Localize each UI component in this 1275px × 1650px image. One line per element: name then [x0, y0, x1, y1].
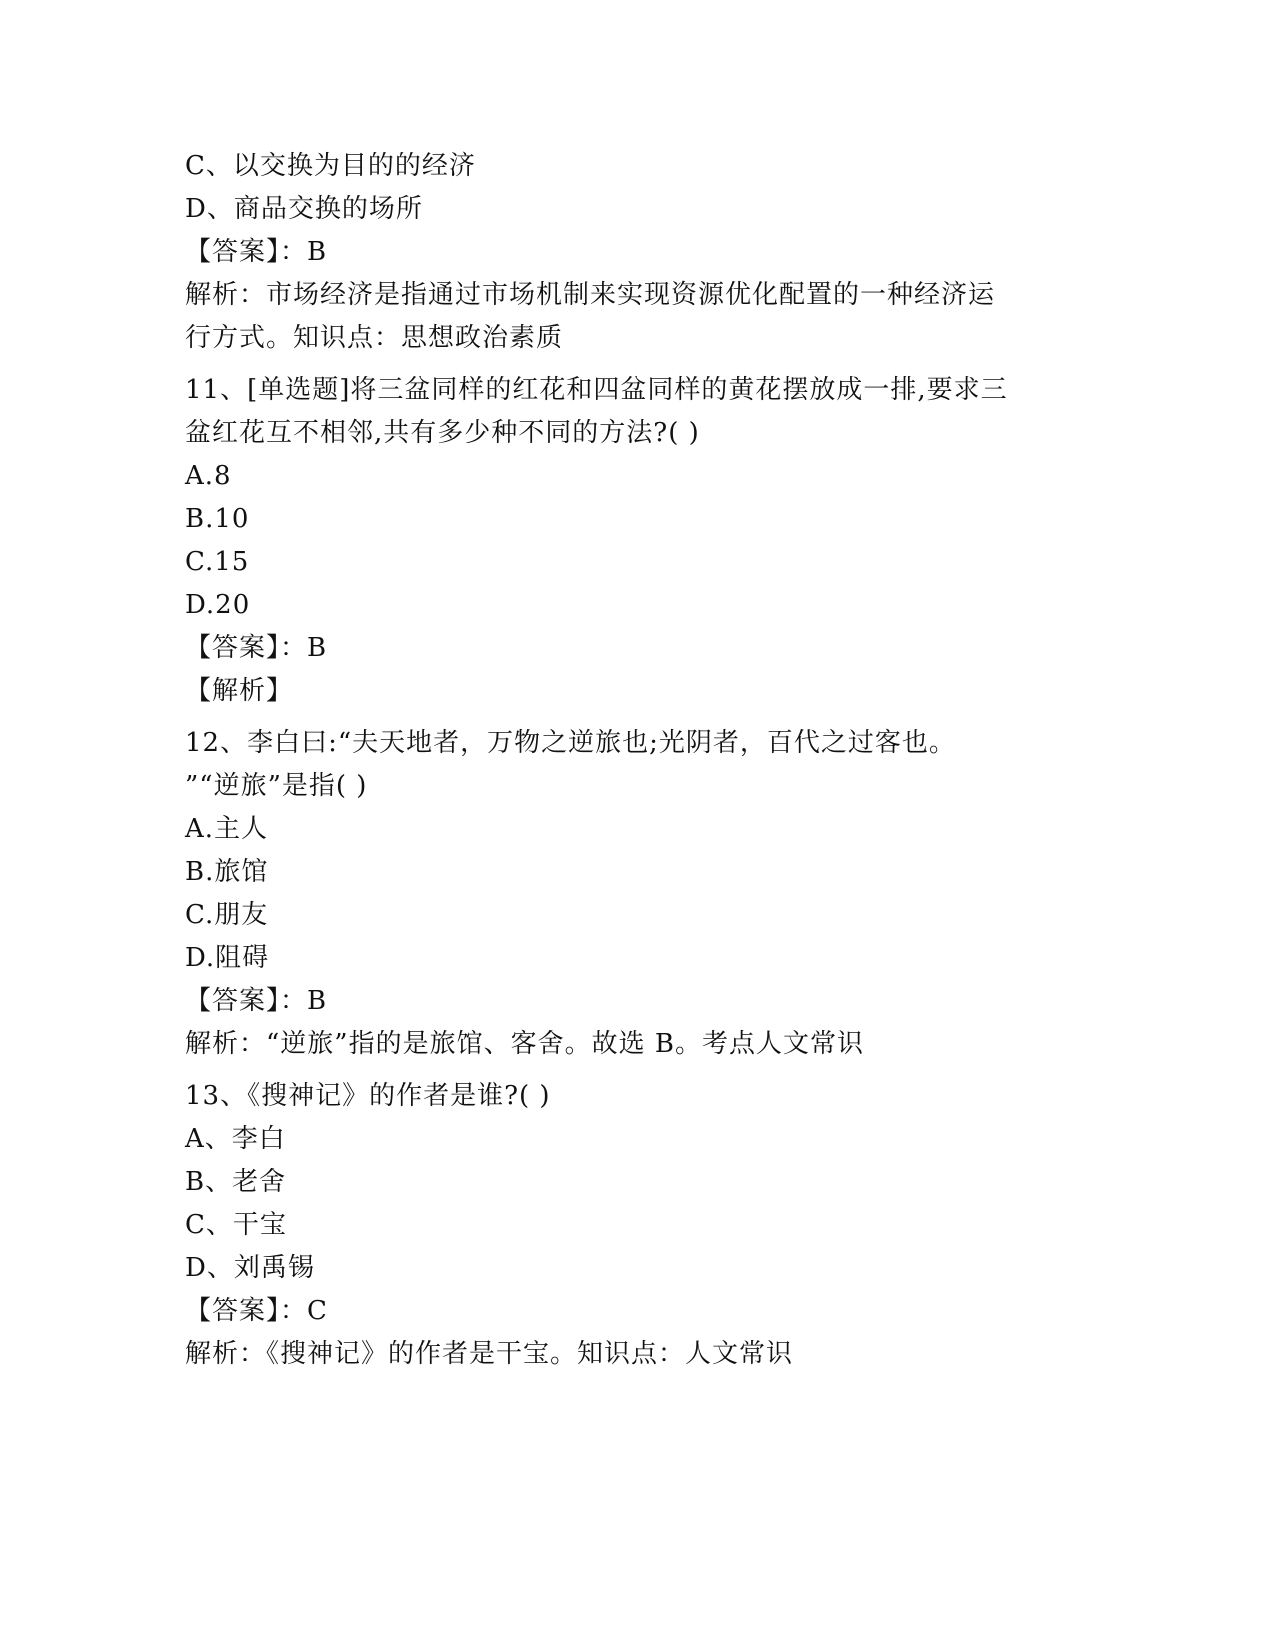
q10-explanation-line-2: 行方式。知识点：思想政治素质	[185, 323, 564, 353]
q13-option-b: B、老舍	[185, 1167, 287, 1197]
question-11	[185, 369, 1090, 713]
q12-stem-line-2: ”“逆旅”是指( )	[185, 771, 368, 801]
q11-answer: 【答案】：B	[185, 633, 328, 663]
q11-option-b: B.10	[185, 504, 250, 534]
q13-option-c: C、干宝	[185, 1210, 287, 1240]
q10-answer: 【答案】：B	[185, 237, 328, 267]
q12-stem-line-1: 12、李白曰:“夫天地者，万物之逆旅也;光阴者，百代之过客也。	[185, 728, 956, 758]
q10-option-d: D、商品交换的场所	[185, 194, 423, 224]
q13-stem: 13、《搜神记》的作者是谁?( )	[185, 1081, 551, 1111]
q13-option-a: A、李白	[185, 1124, 286, 1154]
q12-option-c: C.朋友	[185, 900, 269, 930]
q11-stem-line-2: 盆红花互不相邻,共有多少种不同的方法?( )	[185, 418, 700, 448]
q11-option-a: A.8	[185, 461, 232, 491]
q11-option-d: D.20	[185, 590, 251, 620]
q13-answer: 【答案】：C	[185, 1296, 328, 1326]
q12-option-a: A.主人	[185, 814, 269, 844]
q13-explanation: 解析：《搜神记》的作者是干宝。知识点：人文常识	[185, 1339, 794, 1369]
question-10-continued	[185, 145, 1090, 360]
q12-option-d: D.阻碍	[185, 943, 270, 973]
q11-explanation-label: 【解析】	[185, 676, 294, 706]
q11-option-c: C.15	[185, 547, 250, 577]
q10-option-c: C、以交换为目的的经济	[185, 151, 476, 181]
question-12	[185, 722, 1090, 1066]
q12-answer: 【答案】：B	[185, 986, 328, 1016]
q12-option-b: B.旅馆	[185, 857, 269, 887]
q10-explanation-line-1: 解析：市场经济是指通过市场机制来实现资源优化配置的一种经济运	[185, 280, 996, 310]
q11-stem-line-1: 11、[单选题]将三盆同样的红花和四盆同样的黄花摆放成一排,要求三	[185, 375, 1008, 405]
q13-option-d: D、刘禹锡	[185, 1253, 315, 1283]
question-13	[185, 1075, 1090, 1376]
q12-explanation: 解析：“逆旅”指的是旅馆、客舍。故选 B。考点人文常识	[185, 1029, 864, 1059]
